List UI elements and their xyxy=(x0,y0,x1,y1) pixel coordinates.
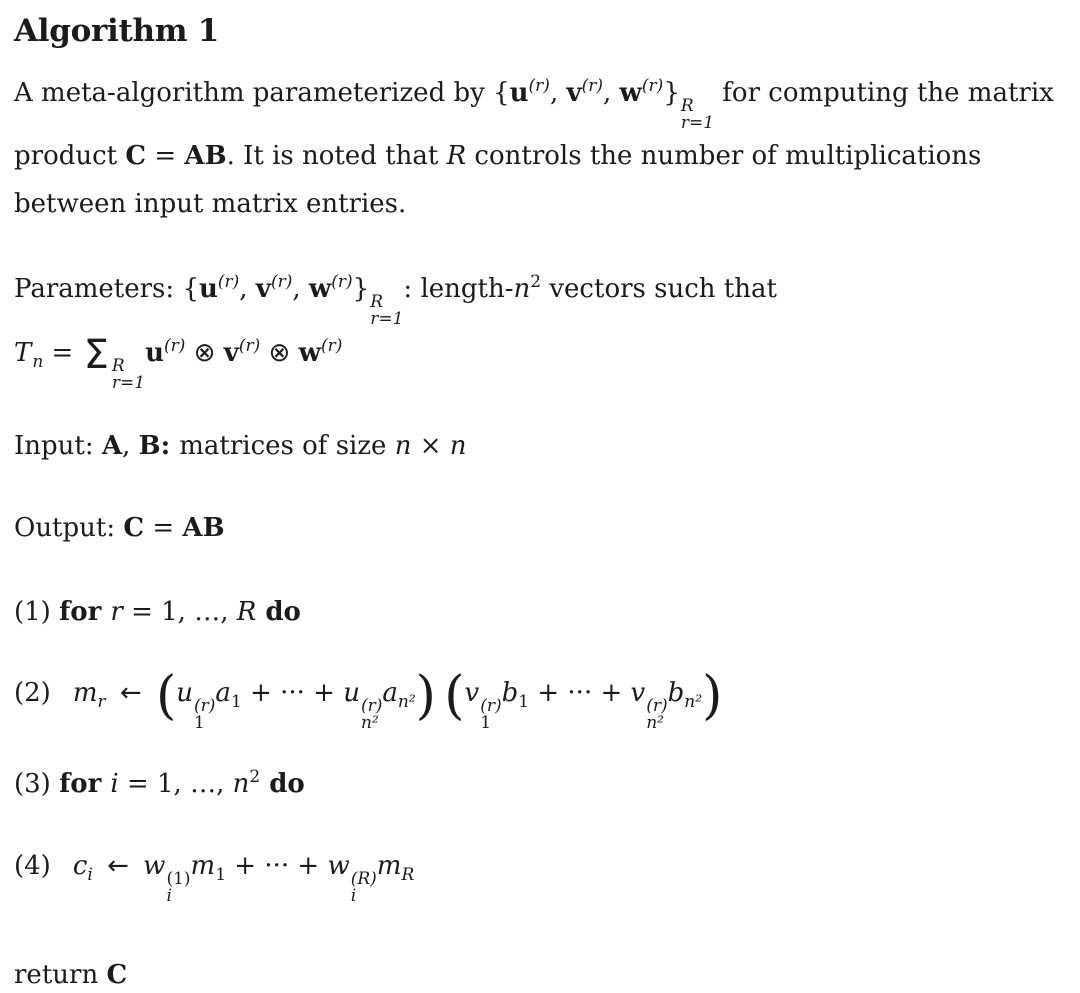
step-number: (1) xyxy=(14,597,60,627)
var-w: w xyxy=(327,851,350,881)
step-2-formula xyxy=(72,666,723,733)
script-T-symbol: T xyxy=(14,338,33,368)
caption-tail2: controls the number of multiplications between input matrix entries. xyxy=(14,141,982,219)
w-scripts xyxy=(166,871,190,905)
big-paren-close: ) xyxy=(415,666,436,726)
matrix-A: A xyxy=(101,431,123,461)
vector-v: v xyxy=(566,78,582,108)
var-v: v xyxy=(630,678,646,708)
left-arrow-symbol: ← xyxy=(107,851,129,881)
vector-v: v xyxy=(223,338,239,368)
var-c: c xyxy=(72,851,88,881)
set-limits xyxy=(370,294,403,328)
sup-r: (r) xyxy=(238,336,261,356)
loop-limit-R: R xyxy=(236,597,257,627)
input-text: matrices of size xyxy=(179,431,395,461)
for-keyword: for xyxy=(59,597,111,627)
sub-1: 1 xyxy=(518,692,530,712)
big-paren-open: ( xyxy=(155,666,177,726)
brace-close: } xyxy=(352,274,370,304)
sub-n-squared: n² xyxy=(360,713,379,733)
such-that-text: vectors such that xyxy=(541,274,777,304)
sum-limits xyxy=(112,358,145,392)
v-scripts xyxy=(646,698,667,732)
sub-R: R xyxy=(401,865,415,885)
otimes-symbol: ⊗ xyxy=(260,338,299,368)
for-keyword: for xyxy=(59,769,111,799)
var-m: m xyxy=(72,678,98,708)
matrix-AB: AB xyxy=(182,513,225,543)
caption-mid: for computing the matrix product xyxy=(14,78,1054,171)
var-u: u xyxy=(176,678,194,708)
comma: , xyxy=(239,274,256,304)
set-upper-limit: R xyxy=(370,292,384,312)
return-keyword: return xyxy=(14,960,107,990)
equals: = xyxy=(144,513,183,543)
var-b: b xyxy=(667,678,685,708)
matrix-AB: AB xyxy=(184,141,227,171)
step-number: (4) xyxy=(14,851,51,881)
sup-r: (r) xyxy=(480,696,502,716)
sup-r: (r) xyxy=(641,76,664,96)
sup-2: 2 xyxy=(530,272,542,292)
sup-r: (r) xyxy=(331,272,353,292)
matrix-C: C xyxy=(106,960,128,990)
equals: = xyxy=(43,338,82,368)
sub-n-squared: n² xyxy=(684,692,703,712)
step-number: (3) xyxy=(14,769,60,799)
sub-n: n xyxy=(32,352,44,372)
matrix-C: C xyxy=(125,141,147,171)
step-4-formula xyxy=(72,851,415,906)
equals: = xyxy=(146,141,185,171)
vector-w: w xyxy=(619,78,642,108)
input-section xyxy=(14,428,1066,464)
sup-R: (R) xyxy=(350,869,377,889)
length-text: length- xyxy=(420,274,514,304)
sub-1: 1 xyxy=(215,865,227,885)
parameters-label: Parameters: xyxy=(14,274,183,304)
sub-r: r xyxy=(97,692,106,712)
comma: , xyxy=(549,78,567,108)
algorithm-box xyxy=(14,15,1066,993)
plus-dots: + ··· + xyxy=(537,678,623,708)
output-section xyxy=(14,510,1066,546)
var-m: m xyxy=(376,851,402,881)
uvw-set xyxy=(182,272,404,329)
brace-open: { xyxy=(182,274,199,304)
do-keyword: do xyxy=(260,769,305,799)
big-paren-open: ( xyxy=(444,666,465,726)
brace-open: { xyxy=(493,78,510,108)
sup-r: (r) xyxy=(360,696,383,716)
sub-i: i xyxy=(166,886,172,906)
sub-1: 1 xyxy=(230,692,242,712)
var-n: n xyxy=(449,431,467,461)
loop-var-i: i xyxy=(110,769,119,799)
range-text: = 1, …, xyxy=(122,597,237,627)
colon: : xyxy=(160,431,180,461)
sup-r: (r) xyxy=(528,76,550,96)
step-4 xyxy=(14,838,1066,905)
step-number: (2) xyxy=(14,678,51,708)
var-a: a xyxy=(215,678,231,708)
otimes-symbol: ⊗ xyxy=(185,338,224,368)
output-label: Output: xyxy=(14,513,124,543)
parameters-section xyxy=(14,264,1066,392)
vector-w: w xyxy=(308,274,332,304)
vector-w: w xyxy=(298,338,321,368)
sub-1: 1 xyxy=(194,713,205,733)
step-1 xyxy=(14,594,1066,630)
set-limits xyxy=(681,98,714,132)
sup-r: (r) xyxy=(581,76,603,96)
var-u: u xyxy=(343,678,360,708)
loop-var-r: r xyxy=(110,597,123,627)
sup-r: (r) xyxy=(164,336,186,356)
sub-i: i xyxy=(350,886,357,906)
times-symbol: × xyxy=(411,431,450,461)
plus-dots: + ··· + xyxy=(250,678,335,708)
var-R: R xyxy=(446,141,467,171)
algorithm-title: Algorithm 1 xyxy=(14,13,220,49)
sup-r: (r) xyxy=(194,696,216,716)
left-arrow-symbol: ← xyxy=(119,678,142,708)
vector-u: u xyxy=(198,274,218,304)
uvw-set xyxy=(493,76,715,133)
vector-u: u xyxy=(145,338,164,368)
input-label: Input: xyxy=(14,431,102,461)
vector-u: u xyxy=(509,78,529,108)
caption-lead: A meta-algorithm parameterized by xyxy=(14,78,494,108)
sup-r: (r) xyxy=(270,272,293,292)
set-upper-limit: R xyxy=(680,96,694,116)
comma: , xyxy=(292,274,309,304)
w-scripts xyxy=(351,871,377,905)
var-n: n xyxy=(513,274,531,304)
sub-1: 1 xyxy=(480,713,492,733)
sup-1: (1) xyxy=(166,869,191,889)
sub-n-squared: n² xyxy=(397,692,416,712)
sup-r: (r) xyxy=(646,696,668,716)
step-3 xyxy=(14,766,1066,802)
matrix-C: C xyxy=(123,513,145,543)
plus-dots: + ··· + xyxy=(234,851,320,881)
sub-i: i xyxy=(87,865,93,885)
summation-symbol: Σ xyxy=(83,332,109,378)
set-lower-limit: r=1 xyxy=(370,309,404,329)
var-a: a xyxy=(382,678,398,708)
brace-close: } xyxy=(663,78,680,108)
caption-tail1: . It is noted that xyxy=(226,141,447,171)
sum-upper-limit: R xyxy=(111,356,125,376)
u-scripts xyxy=(194,698,215,732)
var-w: w xyxy=(143,851,166,881)
vector-v: v xyxy=(255,274,271,304)
comma: , xyxy=(122,431,139,461)
var-m: m xyxy=(190,851,216,881)
sum-lower-limit: r=1 xyxy=(111,373,146,393)
big-paren-close: ) xyxy=(702,666,723,726)
sup-r: (r) xyxy=(320,336,343,356)
var-v: v xyxy=(464,678,480,708)
sup-r: (r) xyxy=(217,272,240,292)
matrix-B: B xyxy=(138,431,161,461)
do-keyword: do xyxy=(256,597,301,627)
comma: , xyxy=(602,78,620,108)
var-b: b xyxy=(501,678,519,708)
range-text: = 1, …, xyxy=(118,769,233,799)
step-2 xyxy=(14,660,1066,732)
sub-n-squared: n² xyxy=(646,713,664,733)
var-n: n xyxy=(394,431,412,461)
v-scripts xyxy=(480,698,501,732)
algorithm-caption xyxy=(14,69,1060,228)
tensor-equation xyxy=(14,332,343,393)
set-lower-limit: r=1 xyxy=(680,113,715,133)
return-statement xyxy=(14,957,1066,993)
colon: : xyxy=(403,274,421,304)
u-scripts xyxy=(361,698,382,732)
loop-limit-n: n xyxy=(232,769,250,799)
sup-2: 2 xyxy=(249,767,261,787)
